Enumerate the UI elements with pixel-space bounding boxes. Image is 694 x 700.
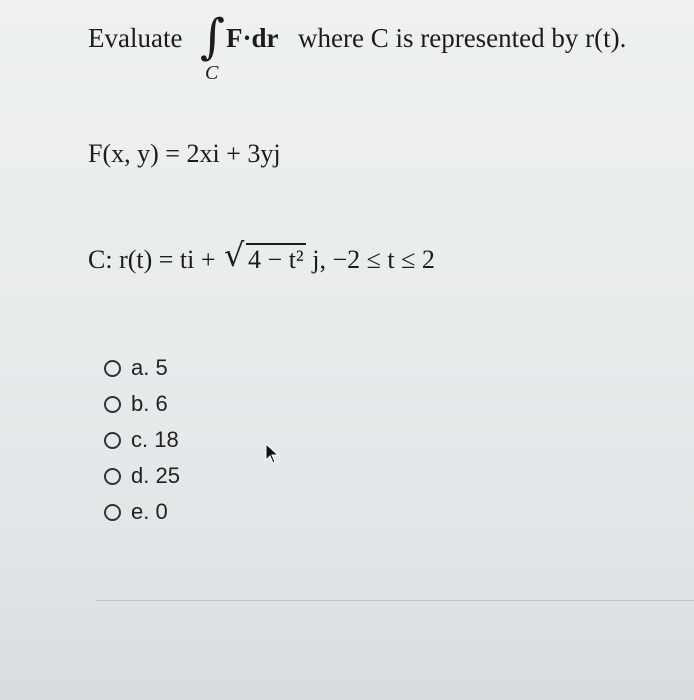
curve-equation [88,236,435,276]
option-label: d. 25 [131,463,180,488]
integral-sign: ∫ [200,9,226,65]
radio-button[interactable] [104,504,121,521]
mouse-pointer-icon [264,443,280,465]
option-b[interactable] [104,386,180,422]
radio-button[interactable] [104,432,121,449]
radio-button[interactable] [104,468,121,485]
option-a[interactable] [104,350,180,386]
sqrt-radicand: 4 − t² [248,245,304,274]
curve-prefix: C: r(t) = ti + [88,245,216,274]
option-c[interactable] [104,422,180,458]
integrand: F·dr [226,23,279,53]
sqrt-expression [224,236,306,276]
option-label: b. 6 [131,391,168,416]
option-d[interactable] [104,458,180,494]
option-label: e. 0 [131,499,168,524]
question-prompt [88,9,668,94]
divider [96,600,694,601]
radio-button[interactable] [104,396,121,413]
radio-button[interactable] [104,360,121,377]
vector-field-equation: F(x, y) = 2xi + 3yj [88,139,281,168]
integral-subscript: C [205,62,219,84]
option-label: c. 18 [131,427,179,452]
sqrt-sign: √ [224,236,245,274]
curve-suffix: j, −2 ≤ t ≤ 2 [312,245,435,274]
option-e[interactable] [104,494,180,530]
evaluate-word: Evaluate [88,23,183,53]
option-label: a. 5 [131,355,168,380]
answer-options [104,350,180,530]
question-rest: where C is represented by r(t). [298,23,627,53]
